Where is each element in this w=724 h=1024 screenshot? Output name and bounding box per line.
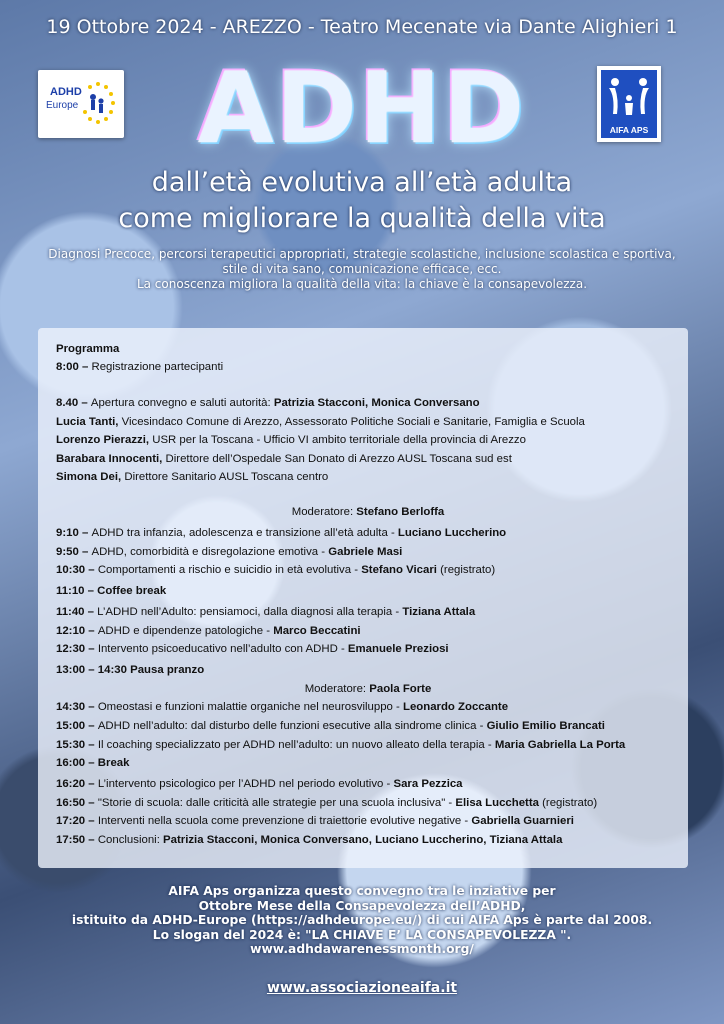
program-item: 15:30 – Il coaching specializzato per ADHD nell’adulto: un nuovo alleato della terapia - Maria Gabriella La Porta — [56, 739, 626, 751]
program-item: Lucia Tanti, Vicesindaco Comune di Arezzo, Assessorato Politiche Sociali e Sanitarie, Famiglia e Scuola — [56, 416, 585, 428]
footer-line-3: istituito da ADHD-Europe (https://adhdeurope.eu/) di cui AIFA Aps è parte dal 2008. — [71, 913, 653, 927]
svg-text:Europe: Europe — [46, 100, 79, 111]
subtitle — [0, 165, 724, 237]
footer-text — [0, 884, 724, 957]
program-item: 16:00 – Break — [56, 757, 130, 769]
program-item: 11:40 – L’ADHD nell’Adulto: pensiamoci, dalla diagnosi alla terapia - Tiziana Attala — [56, 606, 476, 618]
program-item: 9:50 – ADHD, comorbidità e disregolazione emotiva - Gabriele Masi — [56, 546, 403, 558]
program-item: 12:30 – Intervento psicoeducativo nell’adulto con ADHD - Emanuele Preziosi — [56, 643, 449, 655]
program-item: 16:50 – "Storie di scuola: dalle criticità alle strategie per una scuola inclusiva" - Elisa Lucchetta (registrato) — [56, 797, 598, 809]
intro-text — [20, 247, 704, 292]
aifa-aps-logo — [597, 66, 661, 142]
program-item: Lorenzo Pierazzi, USR per la Toscana - Ufficio VI ambito territoriale della provincia di Arezzo — [56, 434, 526, 446]
program-item: 15:00 – ADHD nell’adulto: dal disturbo delle funzioni esecutive alla sindrome clinica - Giulio Emilio Brancati — [56, 720, 605, 732]
program-item: 17:20 – Interventi nella scuola come prevenzione di traiettorie evolutive negative - Gabriella Guarnieri — [56, 815, 574, 827]
footer-line-2: Ottobre Mese della Consapevolezza dell’ADHD, — [198, 898, 526, 913]
program-item: Barabara Innocenti, Direttore dell’Ospedale San Donato di Arezzo AUSL Toscana sud est — [56, 453, 512, 465]
footer-line-5: www.adhdawarenessmonth.org/ — [250, 942, 474, 956]
footer-line-1: AIFA Aps organizza questo convegno tra le inziative per — [168, 884, 556, 898]
event-date-location: 19 Ottobre 2024 - AREZZO - Teatro Mecenate via Dante Alighieri 1 — [46, 16, 678, 38]
intro-line-2: stile di vita sano, comunicazione efficace, ecc. — [222, 262, 502, 276]
aifa-figures-icon — [601, 70, 657, 138]
program-heading: Programma — [56, 343, 120, 355]
svg-text:AIFA APS: AIFA APS — [609, 125, 649, 135]
program-item: 17:50 – Conclusioni: Patrizia Stacconi, Monica Conversano, Luciano Luccherino, Tiziana Attala — [56, 834, 563, 846]
program-item: 8.40 – Apertura convegno e saluti autorità: Patrizia Stacconi, Monica Conversano — [56, 397, 480, 409]
footer-line-4: Lo slogan del 2024 è: "LA CHIAVE E’ LA CONSAPEVOLEZZA ". — [152, 927, 572, 942]
program-item: 13:00 – 14:30 Pausa pranzo — [56, 664, 205, 676]
moderator-2: Moderatore: Paola Forte — [304, 683, 432, 695]
intro-line-1: Diagnosi Precoce, percorsi terapeutici appropriati, strategie scolastiche, inclusione scolastica e sportiva, — [48, 247, 676, 261]
program-item: 10:30 – Comportamenti a rischio e suicidio in età evolutiva - Stefano Vicari (registrato) — [56, 564, 496, 576]
website-link[interactable]: www.associazioneaifa.it — [266, 980, 458, 996]
moderator-1: Moderatore: Stefano Berloffa — [291, 506, 445, 518]
program-item: 12:10 – ADHD e dipendenze patologiche - Marco Beccatini — [56, 625, 361, 637]
intro-line-3: La conoscenza migliora la qualità della vita: la chiave è la consapevolezza. — [136, 277, 588, 291]
program-item: 9:10 – ADHD tra infanzia, adolescenza e transizione all’età adulta - Luciano Luccherino — [56, 527, 507, 539]
subtitle-line-2: come migliorare la qualità della vita — [118, 203, 606, 234]
program-panel — [38, 328, 688, 868]
svg-text:ADHD: ADHD — [50, 86, 82, 98]
program-item: 8:00 – Registrazione partecipanti — [56, 361, 224, 373]
page-title: ADHD — [197, 52, 527, 166]
subtitle-line-1: dall’età evolutiva all’età adulta — [151, 167, 573, 198]
program-item: 16:20 – L’intervento psicologico per l’ADHD nel periodo evolutivo - Sara Pezzica — [56, 778, 463, 790]
program-item: Simona Dei, Direttore Sanitario AUSL Toscana centro — [56, 471, 329, 483]
program-item: 14:30 – Omeostasi e funzioni malattie organiche nel neurosviluppo - Leonardo Zoccante — [56, 701, 509, 713]
program-item: 11:10 – Coffee break — [56, 585, 167, 597]
